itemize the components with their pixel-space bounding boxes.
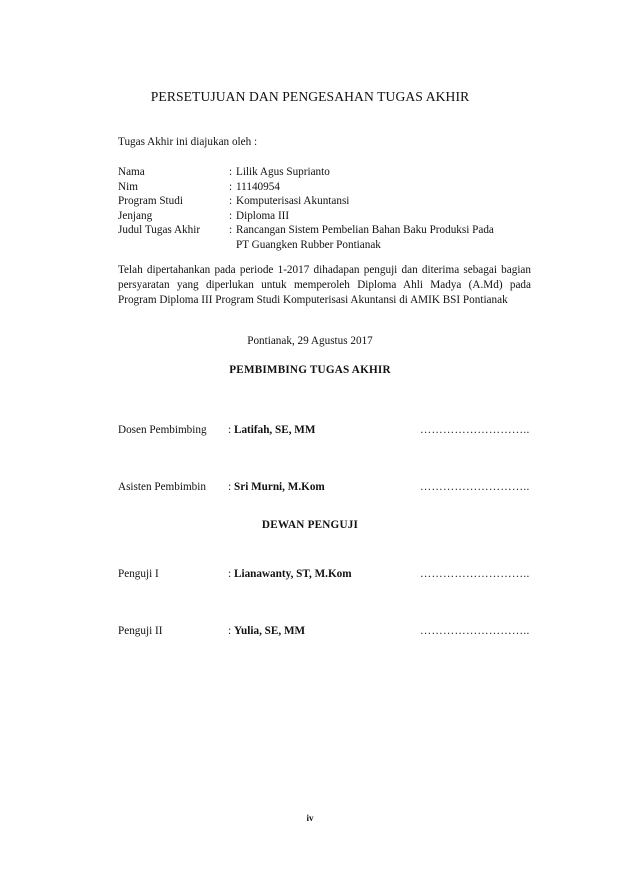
info-row-nim — [118, 180, 536, 195]
signature-label: Dosen Pembimbing — [118, 424, 207, 436]
info-row-program-studi — [118, 194, 536, 209]
signature-line: ……………………….. — [420, 568, 530, 580]
penguji-heading: DEWAN PENGUJI — [261, 519, 359, 531]
info-label: Program Studi — [118, 195, 183, 208]
student-info-table — [118, 165, 536, 253]
approval-paragraph: Telah dipertahankan pada periode 1-2017 dihadapan penguji dan diterima sebagai bagian persyaratan yang diperlukan untuk memperoleh Diploma Ahli Madya (A.Md) pada Program Diploma III Program Studi Komputerisasi Akuntansi di AMIK BSI Pontianak — [118, 264, 531, 306]
info-row-jenjang — [118, 209, 536, 224]
info-colon: : — [229, 195, 233, 208]
signature-row-penguji-2 — [118, 625, 530, 637]
signature-name: Lianawanty, ST, M.Kom — [234, 568, 352, 580]
signature-line: ……………………….. — [420, 625, 530, 637]
judul-line-2: PT Guangken Rubber Pontianak — [236, 238, 381, 251]
signature-label: Penguji II — [118, 625, 163, 637]
signature-row-penguji-1 — [118, 568, 530, 580]
pembimbing-heading: PEMBIMBING TUGAS AKHIR — [229, 364, 391, 376]
page-title: PERSETUJUAN DAN PENGESAHAN TUGAS AKHIR — [150, 89, 470, 104]
signature-colon: : — [228, 481, 232, 493]
signature-name: Sri Murni, M.Kom — [234, 481, 325, 493]
info-value — [236, 223, 536, 252]
signature-line: ……………………….. — [420, 424, 530, 436]
signature-name: Latifah, SE, MM — [234, 424, 316, 436]
info-colon: : — [229, 224, 233, 237]
signature-row-asisten-pembimbing — [118, 481, 530, 493]
info-label: Nama — [118, 166, 145, 178]
signature-line: ……………………….. — [420, 481, 530, 493]
info-value: Diploma III — [236, 209, 290, 222]
info-value: Komputerisasi Akuntansi — [236, 195, 350, 208]
signature-row-dosen-pembimbing — [118, 424, 530, 436]
info-row-nama — [118, 165, 536, 180]
info-colon: : — [229, 166, 233, 178]
signature-name: Yulia, SE, MM — [234, 625, 306, 637]
signature-colon: : — [228, 424, 232, 436]
judul-line-1: Rancangan Sistem Pembelian Bahan Baku Produksi Pada — [236, 224, 494, 237]
info-label: Judul Tugas Akhir — [118, 224, 201, 237]
info-label: Jenjang — [118, 209, 153, 222]
signature-colon: : — [228, 568, 232, 580]
signature-colon: : — [228, 625, 232, 637]
signature-label: Asisten Pembimbin — [118, 481, 206, 493]
page-number: iv — [306, 813, 314, 823]
info-value: Lilik Agus Suprianto — [236, 166, 330, 178]
info-colon: : — [229, 180, 233, 193]
intro-text: Tugas Akhir ini diajukan oleh : — [118, 136, 258, 148]
info-colon: : — [229, 209, 233, 222]
info-value: 11140954 — [236, 180, 280, 193]
info-row-judul — [118, 223, 536, 252]
signature-label: Penguji I — [118, 568, 159, 580]
info-label: Nim — [118, 180, 138, 193]
date-line: Pontianak, 29 Agustus 2017 — [247, 335, 373, 347]
